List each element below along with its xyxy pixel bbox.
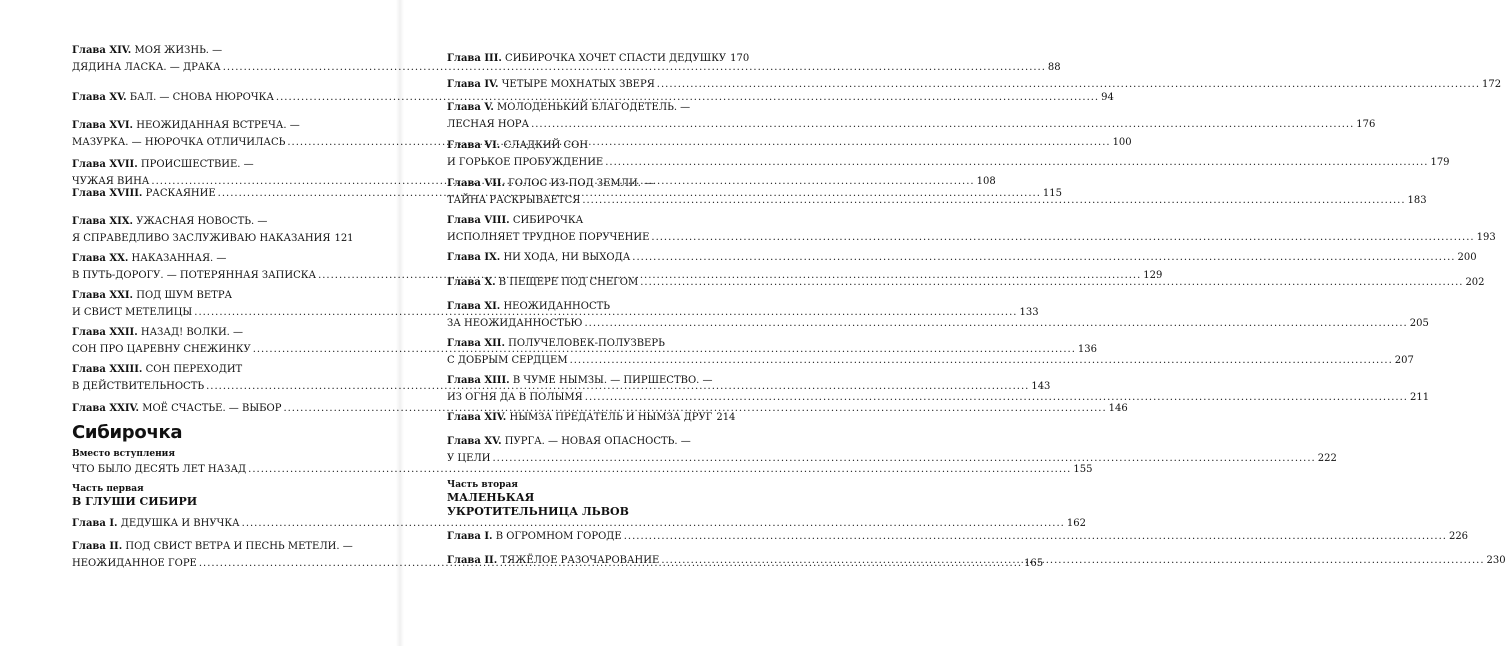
leader-dots (531, 116, 1354, 133)
toc-entry (72, 89, 1114, 106)
entry-title: ИСПОЛНЯЕТ ТРУДНОЕ ПОРУЧЕНИЕ (447, 232, 650, 243)
leader-dots (605, 154, 1428, 171)
entry-title: СИБИРОЧКА (512, 215, 584, 226)
page-number: 172 (1482, 79, 1502, 90)
chapter-number: Глава XXII. (72, 327, 138, 338)
page-number: 176 (1356, 119, 1376, 130)
entry-title: В ПЕЩЕРЕ ПОД СНЕГОМ (498, 277, 639, 288)
entry-title: В ЧУМЕ НЫМЗЫ. — ПИРШЕСТВО. — (512, 375, 713, 386)
toc-line (447, 433, 732, 450)
chapter-number: Глава VIII. (447, 215, 510, 226)
chapter-number: Глава IX. (447, 252, 501, 263)
toc-line (72, 117, 352, 134)
entry-title: В ДЕЙСТВИТЕЛЬНОСТЬ (72, 381, 205, 392)
entry-title: ПУРГА. — НОВАЯ ОПАСНОСТЬ. — (504, 436, 691, 447)
toc-line (447, 389, 1430, 406)
chapter-number: Глава XIX. (72, 216, 134, 227)
entry-title: ЗА НЕОЖИДАННОСТЬЮ (447, 318, 583, 329)
toc-line (72, 89, 1114, 106)
page-number: 88 (1047, 62, 1061, 73)
page-number: 146 (1108, 403, 1128, 414)
toc-line (447, 212, 732, 229)
entry-title: НЫМЗА ПРЕДАТЕЛЬ И НЫМЗА ДРУГ (509, 412, 713, 423)
toc-line (72, 42, 352, 59)
leader-dots (585, 315, 1408, 332)
entry-title: ДЯДИНА ЛАСКА. — ДРАКА (72, 62, 221, 73)
page-number: 170 (730, 53, 750, 64)
entry-title: НЕОЖИДАННОСТЬ (503, 301, 611, 312)
chapter-number: Глава III. (447, 53, 502, 64)
entry-title: С ДОБРЫМ СЕРДЦЕМ (447, 355, 568, 366)
entry-title: НИ ХОДА, НИ ВЫХОДА (503, 252, 631, 263)
toc-line (447, 315, 1429, 332)
toc-entry (447, 249, 1477, 266)
page-number: 133 (1019, 307, 1039, 318)
chapter-number: Глава XVI. (72, 120, 134, 131)
chapter-number: Глава I. (72, 518, 118, 529)
entry-title: СОН ПРО ЦАРЕВНУ СНЕЖИНКУ (72, 344, 251, 355)
leader-dots (651, 229, 1474, 246)
entry-title: УЖАСНАЯ НОВОСТЬ. — (136, 216, 268, 227)
chapter-number: Глава XIV. (447, 412, 507, 423)
chapter-number: Глава IV. (447, 79, 499, 90)
entry-title: ТЯЖЁЛОЕ РАЗОЧАРОВАНИЕ (500, 555, 660, 566)
toc-line (72, 287, 352, 304)
chapter-number: Глава VII. (447, 178, 505, 189)
leader-dots (640, 274, 1463, 291)
toc-line (447, 154, 1450, 171)
toc-line (447, 76, 1502, 93)
toc-entry (447, 433, 1337, 467)
toc-entry (447, 76, 1502, 93)
section-title: Сибирочка (72, 422, 183, 443)
page-number: 108 (976, 176, 996, 187)
page-number: 183 (1407, 195, 1427, 206)
chapter-number: Глава XX. (72, 253, 129, 264)
chapter-number: Глава XXIII. (72, 364, 143, 375)
page-number: 115 (1042, 188, 1062, 199)
toc-line (447, 229, 1496, 246)
toc-entry (447, 528, 1469, 545)
page-number: 202 (1465, 277, 1485, 288)
toc-line (447, 352, 1414, 369)
toc-line (447, 99, 732, 116)
toc-line (72, 213, 352, 230)
page-number: 162 (1066, 518, 1086, 529)
entry-title: ЧЕТЫРЕ МОХНАТЫХ ЗВЕРЯ (501, 79, 655, 90)
toc-line (447, 335, 732, 352)
entry-title: НАКАЗАННАЯ. — (131, 253, 227, 264)
entry-title: Я СПРАВЕДЛИВО ЗАСЛУЖИВАЮ НАКАЗАНИЯ (72, 233, 331, 244)
page-number: 222 (1317, 453, 1337, 464)
toc-entry (447, 99, 1376, 133)
part-label: Часть первая (72, 484, 144, 494)
entry-title: ПОД ШУМ ВЕТРА (136, 290, 233, 301)
entry-title: РАСКАЯНИЕ (145, 188, 216, 199)
toc-line (447, 409, 736, 426)
part-title-line: МАЛЕНЬКАЯ (447, 491, 535, 504)
entry-title: ПОЛУЧЕЛОВЕК-ПОЛУЗВЕРЬ (508, 338, 665, 349)
chapter-number: Глава XII. (447, 338, 505, 349)
toc-line (72, 538, 352, 555)
entry-title: НАЗАД! ВОЛКИ. — (140, 327, 244, 338)
leader-dots (582, 192, 1405, 209)
entry-title: МОЁ СЧАСТЬЕ. — ВЫБОР (142, 403, 282, 414)
chapter-number: Глава I. (447, 531, 493, 542)
toc-entry (72, 400, 1128, 417)
toc-line (447, 450, 1337, 467)
entry-title: У ЦЕЛИ (447, 453, 491, 464)
toc-line (447, 116, 1376, 133)
leader-dots (661, 552, 1484, 569)
page-number: 226 (1448, 531, 1469, 542)
page-number: 211 (1409, 392, 1430, 403)
part-title: В ГЛУШИ СИБИРИ (72, 495, 198, 508)
leader-dots (585, 389, 1408, 406)
page-number: 165 (1024, 558, 1044, 569)
toc-entry (447, 409, 736, 426)
toc-line (72, 515, 1086, 532)
chapter-number: Глава II. (72, 541, 123, 552)
entry-title: МАЗУРКА. — НЮРОЧКА ОТЛИЧИЛАСЬ (72, 137, 286, 148)
entry-title: ПРОИСШЕСТВИЕ. — (140, 159, 254, 170)
toc-entry (72, 213, 352, 247)
page-number: 200 (1457, 252, 1477, 263)
toc-line (447, 298, 732, 315)
entry-title: МОЛОДЕНЬКИЙ БЛАГОДЕТЕЛЬ. — (497, 102, 691, 113)
chapter-number: Глава XXIV. (72, 403, 140, 414)
toc-entry (72, 461, 1093, 478)
chapter-number: Глава XXI. (72, 290, 134, 301)
entry-title: СИБИРОЧКА ХОЧЕТ СПАСТИ ДЕДУШКУ (505, 53, 727, 64)
entry-title: ТАЙНА РАСКРЫВАЕТСЯ (447, 195, 581, 206)
toc-line (72, 324, 352, 341)
entry-title: В ПУТЬ-ДОРОГУ. — ПОТЕРЯННАЯ ЗАПИСКА (72, 270, 317, 281)
toc-line (72, 461, 1093, 478)
toc-line (72, 230, 352, 247)
leader-dots (493, 450, 1316, 467)
toc-line (447, 528, 1469, 545)
toc-line (447, 50, 750, 67)
entry-title: И СВИСТ МЕТЕЛИЦЫ (72, 307, 193, 318)
chapter-number: Глава VI. (447, 140, 501, 151)
toc-line (447, 372, 732, 389)
leader-dots (657, 76, 1480, 93)
toc-line (72, 400, 1128, 417)
page-number: 121 (334, 233, 354, 244)
chapter-number: Глава X. (447, 277, 496, 288)
chapter-number: Глава XIV. (72, 45, 132, 56)
leader-dots (570, 352, 1393, 369)
page-number: 207 (1394, 355, 1414, 366)
entry-title: ИЗ ОГНЯ ДА В ПОЛЫМЯ (447, 392, 583, 403)
toc-entry (447, 50, 750, 67)
entry-title: В ОГРОМНОМ ГОРОДЕ (495, 531, 622, 542)
page-number: 136 (1077, 344, 1097, 355)
intro-label: Вместо вступления (72, 449, 175, 459)
toc-line (447, 137, 732, 154)
page-number: 214 (716, 412, 736, 423)
leader-dots (624, 528, 1447, 545)
entry-title: СЛАДКИЙ СОН (503, 140, 589, 151)
chapter-number: Глава XVIII. (72, 188, 143, 199)
part-label: Часть вторая (447, 480, 518, 490)
entry-title: БАЛ. — СНОВА НЮРОЧКА (129, 92, 274, 103)
toc-line (72, 156, 352, 173)
toc-entry (447, 212, 1496, 246)
page-number: 230 (1486, 555, 1506, 566)
entry-title: ДЕДУШКА И ВНУЧКА (120, 518, 240, 529)
toc-line (72, 59, 1061, 76)
chapter-number: Глава XV. (447, 436, 502, 447)
entry-title: НЕОЖИДАННОЕ ГОРЕ (72, 558, 197, 569)
chapter-number: Глава V. (447, 102, 494, 113)
chapter-number: Глава XVII. (72, 159, 138, 170)
entry-title: ЧУЖАЯ ВИНА (72, 176, 150, 187)
chapter-number: Глава XI. (447, 301, 501, 312)
toc-entry (72, 515, 1086, 532)
entry-title: ЧТО БЫЛО ДЕСЯТЬ ЛЕТ НАЗАД (72, 464, 247, 475)
entry-title: МОЯ ЖИЗНЬ. — (134, 45, 223, 56)
chapter-number: Глава II. (447, 555, 498, 566)
page-number: 129 (1143, 270, 1163, 281)
entry-title: НЕОЖИДАННАЯ ВСТРЕЧА. — (136, 120, 300, 131)
chapter-number: Глава XV. (72, 92, 127, 103)
page-number: 205 (1409, 318, 1429, 329)
entry-title: ГОЛОС ИЗ-ПОД ЗЕМЛИ. — (508, 178, 655, 189)
part-title-line: УКРОТИТЕЛЬНИЦА ЛЬВОВ (447, 505, 629, 518)
page-number: 193 (1476, 232, 1496, 243)
entry-title: ПОД СВИСТ ВЕТРА И ПЕСНЬ МЕТЕЛИ. — (125, 541, 353, 552)
toc-line (447, 249, 1477, 266)
entry-title: И ГОРЬКОЕ ПРОБУЖДЕНИЕ (447, 157, 604, 168)
toc-line (447, 175, 732, 192)
page-number: 100 (1112, 137, 1132, 148)
page-number: 143 (1031, 381, 1051, 392)
toc-line (72, 250, 352, 267)
leader-dots (632, 249, 1455, 266)
toc-line (72, 361, 352, 378)
page-number: 94 (1101, 92, 1114, 103)
page-number: 179 (1430, 157, 1450, 168)
page-number: 155 (1073, 464, 1093, 475)
entry-title: ЛЕСНАЯ НОРА (447, 119, 530, 130)
entry-title: СОН ПЕРЕХОДИТ (145, 364, 243, 375)
chapter-number: Глава XIII. (447, 375, 510, 386)
